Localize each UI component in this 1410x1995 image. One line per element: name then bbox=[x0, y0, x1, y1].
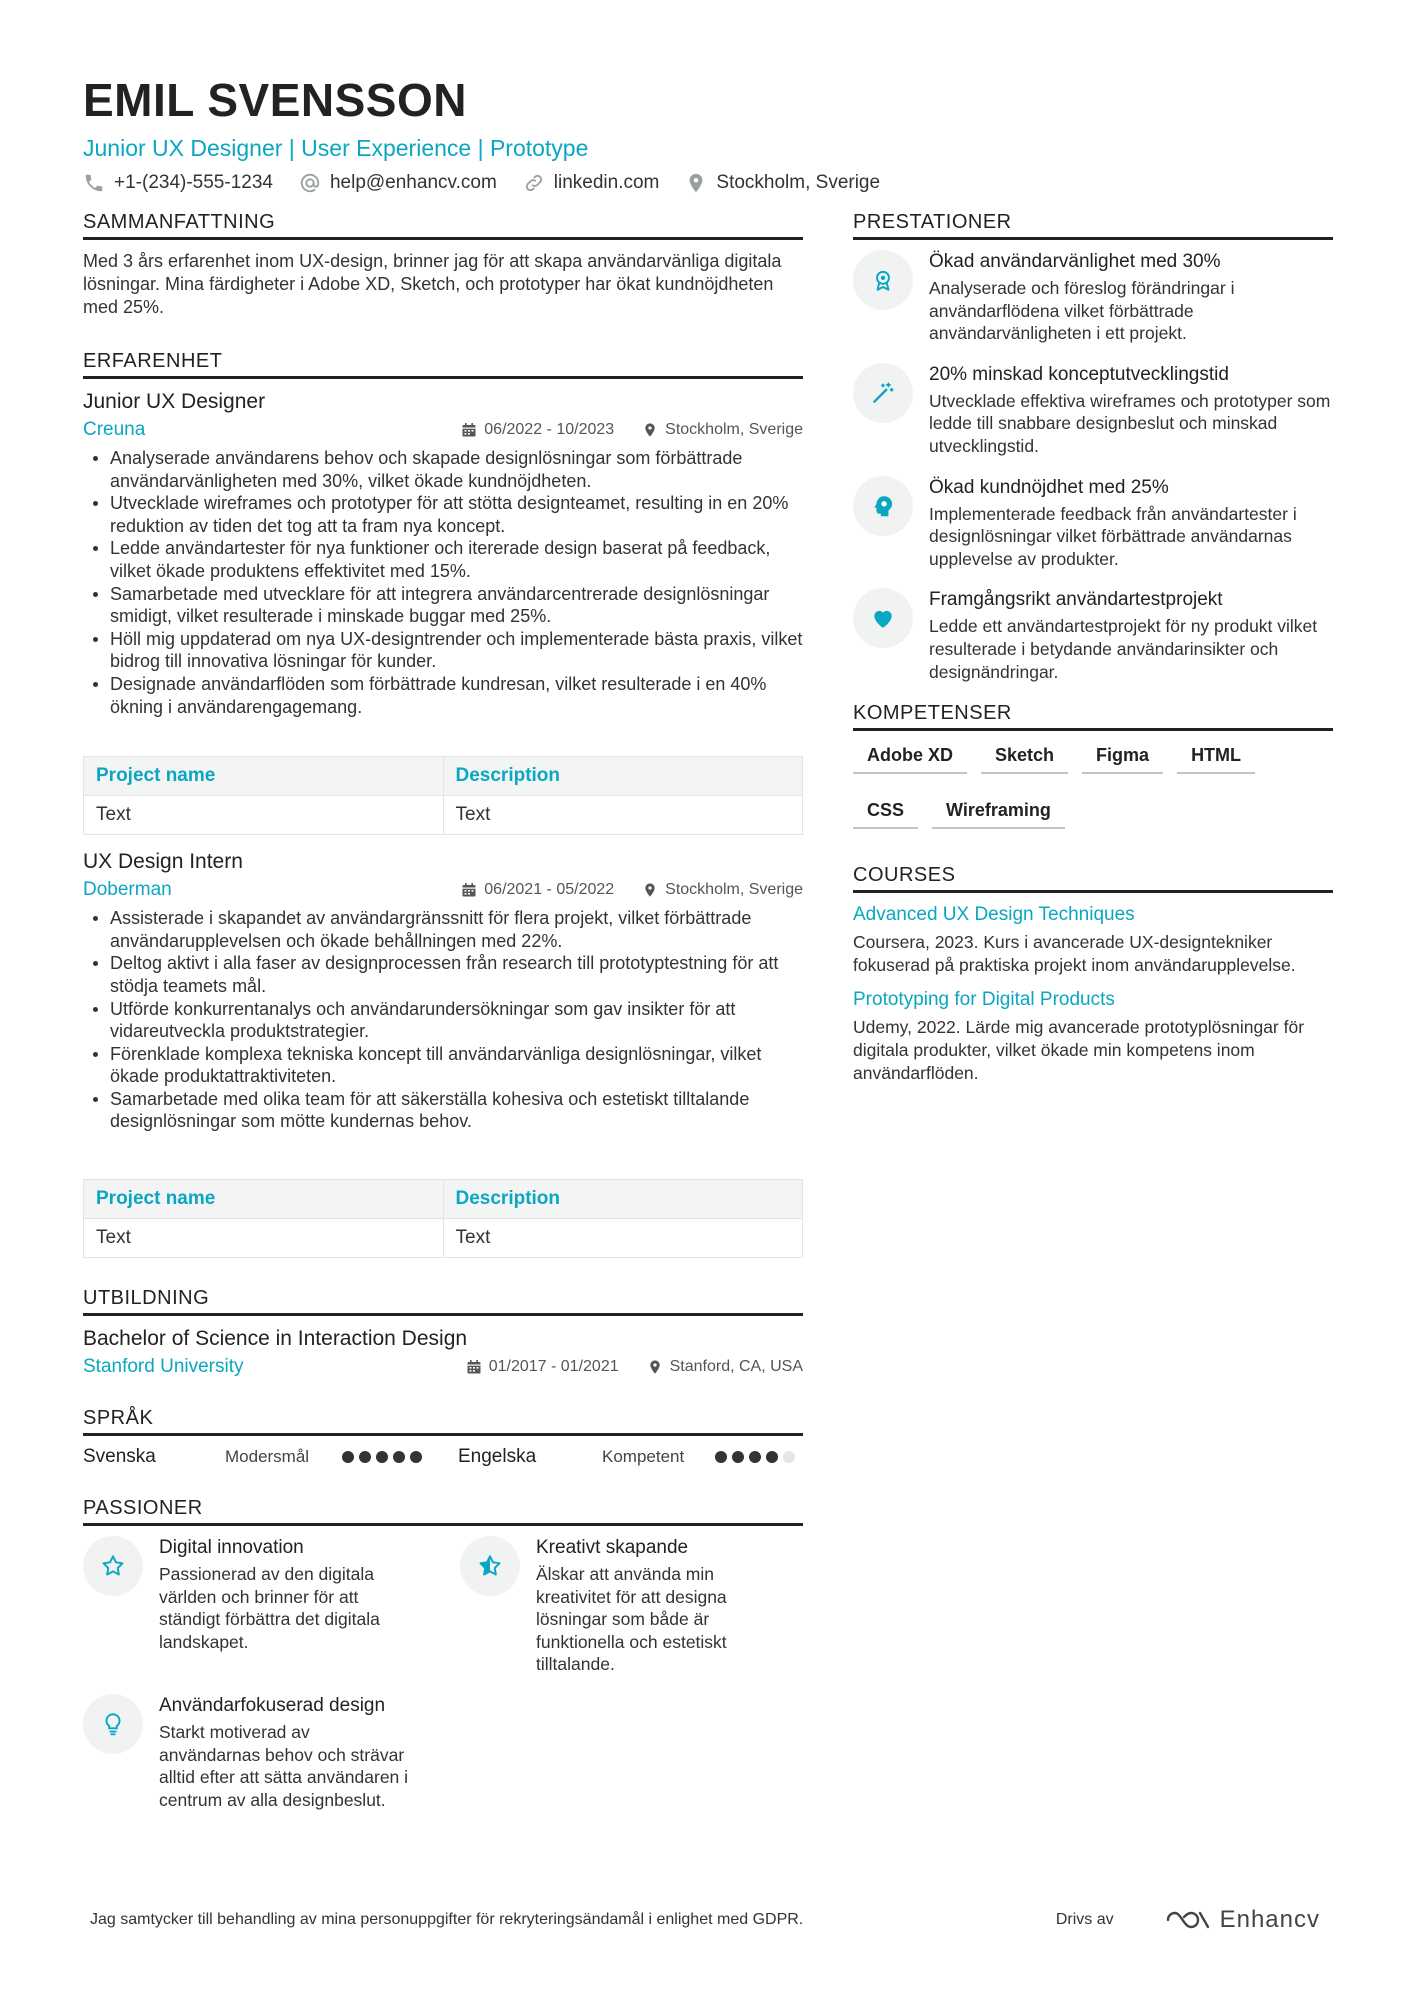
education-meta-right bbox=[466, 1358, 803, 1376]
achievement-item bbox=[853, 588, 1333, 683]
job-company: Creuna bbox=[83, 419, 146, 440]
education-dates bbox=[466, 1358, 619, 1376]
achievement-icon-wrap bbox=[853, 588, 913, 648]
project-name-header: Project name bbox=[84, 1180, 444, 1219]
achievement-text bbox=[929, 250, 1333, 345]
heart-icon bbox=[870, 605, 896, 631]
education-section bbox=[83, 1286, 803, 1378]
job-meta bbox=[83, 879, 803, 901]
phone-icon bbox=[83, 172, 105, 194]
language-item bbox=[458, 1446, 803, 1468]
job-bullets bbox=[83, 907, 803, 1133]
skills-list bbox=[853, 741, 1333, 851]
job-bullets bbox=[83, 447, 803, 718]
right-column bbox=[853, 210, 1333, 1084]
project-table bbox=[83, 1179, 803, 1258]
achievement-desc: Implementerade feedback från användartester i designlösningar vilket förbättrade användarnas upplevelse av produkter. bbox=[929, 503, 1297, 569]
passion-title: Användarfokuserad design bbox=[159, 1695, 386, 1717]
table-row bbox=[84, 1219, 803, 1258]
table-row bbox=[84, 796, 803, 835]
skill-tag: Figma bbox=[1082, 741, 1163, 774]
language-level: Modersmål bbox=[225, 1447, 310, 1467]
summary-section bbox=[83, 210, 803, 319]
job-location bbox=[642, 421, 803, 439]
bullet-item: Utförde konkurrentanalys och användarundersökningar som gav insikter för att vidareutveckla produktstrategier. bbox=[83, 998, 803, 1043]
languages-title: SPRÅK bbox=[83, 1406, 803, 1436]
job-entry bbox=[83, 389, 803, 835]
achievement-title: Ökad kundnöjdhet med 25% bbox=[929, 476, 1169, 498]
job-meta bbox=[83, 419, 803, 441]
job-dates-text: 06/2021 - 05/2022 bbox=[484, 881, 615, 899]
passion-text bbox=[159, 1694, 414, 1811]
skill-tag: HTML bbox=[1177, 741, 1255, 774]
achievement-title: Ökad användarvänlighet med 30% bbox=[929, 251, 1221, 272]
gdpr-consent: Jag samtycker till behandling av mina personuppgifter för rekryteringsändamål i enlighet med GDPR. bbox=[90, 1911, 804, 1928]
education-degree: Bachelor of Science in Interaction Design bbox=[83, 1327, 468, 1351]
bullet-item: Assisterade i skapandet av användargränssnitt för flera projekt, vilket förbättrade användarupplevelsen och ökade behållningen med 22%. bbox=[83, 907, 803, 952]
achievement-icon-wrap bbox=[853, 250, 913, 310]
achievement-text bbox=[929, 588, 1333, 683]
achievement-desc: Analyserade och föreslog förändringar i användarflödena vilket förbättrade användarvänligheten i ett projekt. bbox=[929, 278, 1235, 344]
passions-section bbox=[83, 1496, 803, 1846]
education-school: Stanford University bbox=[83, 1356, 244, 1378]
language-dots bbox=[710, 1451, 795, 1463]
bullet-item: Samarbetade med utvecklare för att integrera användarcentrerade designlösningar smidigt, vilket resulterade i minskade buggar med 25%. bbox=[83, 583, 803, 628]
table-cell: Text bbox=[443, 796, 803, 835]
level-dot bbox=[410, 1451, 422, 1463]
experience-section bbox=[83, 349, 803, 1258]
language-dots bbox=[337, 1451, 422, 1463]
level-dot bbox=[732, 1451, 744, 1463]
achievement-desc: Utvecklade effektiva wireframes och prototyper som ledde till snabbare designbeslut och minskad utvecklingstid. bbox=[929, 390, 1331, 456]
powered-by-label: Drivs av bbox=[1055, 1911, 1114, 1928]
brand-name: Enhancv bbox=[1219, 1906, 1320, 1933]
table-cell: Text bbox=[84, 1219, 444, 1258]
language-name: Engelska bbox=[458, 1446, 537, 1468]
passion-desc: Passionerad av den digitala världen och brinner för att ständigt förbättra det digitala landskapet. bbox=[159, 1564, 380, 1652]
passion-desc: Älskar att använda min kreativitet för att designa lösningar som både är funktionella och estetiskt tilltalande. bbox=[536, 1564, 727, 1675]
at-icon bbox=[299, 172, 321, 194]
courses-title: COURSES bbox=[853, 863, 1333, 893]
lightbulb-icon bbox=[100, 1711, 126, 1737]
description-header: Description bbox=[443, 1180, 803, 1219]
bullet-item: Höll mig uppdaterad om nya UX-designtrender och implementerade bästa praxis, vilket bidrog till innovativa lösningar för kunder. bbox=[83, 628, 803, 673]
passion-title: Kreativt skapande bbox=[536, 1537, 689, 1559]
level-dot bbox=[749, 1451, 761, 1463]
job-dates bbox=[461, 881, 614, 899]
calendar-icon bbox=[466, 1359, 482, 1375]
project-table-header bbox=[84, 757, 803, 796]
level-dot bbox=[715, 1451, 727, 1463]
description-header: Description bbox=[443, 757, 803, 796]
footer bbox=[90, 1906, 1320, 1934]
education-location-text: Stanford, CA, USA bbox=[669, 1358, 803, 1376]
link-icon bbox=[523, 172, 545, 194]
level-dot bbox=[766, 1451, 778, 1463]
location-pin-icon bbox=[647, 1359, 663, 1375]
linkedin-text: linkedin.com bbox=[553, 172, 660, 193]
table-cell: Text bbox=[84, 796, 444, 835]
experience-title: ERFARENHET bbox=[83, 349, 803, 379]
achievement-item bbox=[853, 476, 1333, 571]
location-pin-icon bbox=[642, 422, 658, 438]
skills-section bbox=[853, 701, 1333, 851]
passion-text bbox=[536, 1536, 776, 1676]
achievement-icon-wrap bbox=[853, 363, 913, 423]
languages-section bbox=[83, 1406, 803, 1468]
bullet-item: Förenklade komplexa tekniska koncept till användarvänliga designlösningar, vilket ökade produktattraktiviteten. bbox=[83, 1043, 803, 1088]
job-entry bbox=[83, 849, 803, 1258]
course-title: Advanced UX Design Techniques bbox=[853, 904, 1135, 926]
achievement-title: Framgångsrikt användartestprojekt bbox=[929, 589, 1223, 611]
candidate-subtitle: Junior UX Designer | User Experience | Prototype bbox=[83, 135, 589, 161]
bullet-item: Designade användarflöden som förbättrade kundresan, vilket resulterade i en 40% ökning i användarengagemang. bbox=[83, 673, 803, 718]
skill-tag: Wireframing bbox=[932, 796, 1065, 829]
star-icon bbox=[100, 1553, 126, 1579]
passion-title: Digital innovation bbox=[159, 1537, 304, 1559]
job-dates-text: 06/2022 - 10/2023 bbox=[484, 421, 615, 438]
achievements-title: PRESTATIONER bbox=[853, 210, 1333, 240]
passion-item bbox=[83, 1536, 443, 1653]
education-meta bbox=[83, 1356, 803, 1378]
skill-tag: Adobe XD bbox=[853, 741, 967, 774]
table-cell: Text bbox=[443, 1219, 803, 1258]
skill-tag: Sketch bbox=[981, 741, 1068, 774]
course-desc: Coursera, 2023. Kurs i avancerade UX-designtekniker fokuserad på praktiska projekt inom användarupplevelse. bbox=[853, 932, 1296, 975]
candidate-name: EMIL SVENSSON bbox=[83, 74, 467, 126]
achievement-title: 20% minskad konceptutvecklingstid bbox=[929, 363, 1229, 385]
bullet-item: Utvecklade wireframes och prototyper för att stötta designteamet, resulting in en 20% reduktion av tiden det tog att ta fram nya koncept. bbox=[83, 492, 803, 537]
calendar-icon bbox=[461, 422, 477, 438]
level-dot bbox=[342, 1451, 354, 1463]
passions-title: PASSIONER bbox=[83, 1496, 803, 1526]
achievement-text bbox=[929, 476, 1333, 571]
skill-tag: CSS bbox=[853, 796, 918, 829]
passion-icon-wrap bbox=[460, 1536, 520, 1596]
left-column bbox=[83, 210, 803, 1846]
bullet-item: Analyserade användarens behov och skapade designlösningar som förbättrade användarvänligheten med 30%, vilket ökade kundnöjdheten. bbox=[83, 447, 803, 492]
skills-title: KOMPETENSER bbox=[853, 701, 1333, 731]
award-icon bbox=[870, 267, 896, 293]
passion-text bbox=[159, 1536, 419, 1653]
achievement-item bbox=[853, 363, 1333, 458]
achievement-desc: Ledde ett användartestprojekt för ny produkt vilket resulterade i betydande användarinsikter och designändringar. bbox=[929, 616, 1318, 682]
summary-title: SAMMANFATTNING bbox=[83, 210, 803, 240]
course-desc: Udemy, 2022. Lärde mig avancerade prototyplösningar för digitala produkter, vilket ökade min kompetens inom användarflöden. bbox=[853, 1017, 1305, 1083]
contact-location bbox=[685, 172, 880, 194]
bullet-item: Deltog aktivt i alla faser av designprocessen från research till prototyptestning för att stödja teamets mål. bbox=[83, 952, 803, 997]
job-dates bbox=[461, 421, 614, 439]
summary-text: Med 3 års erfarenhet inom UX-design, brinner jag för att skapa användarvänliga digitala lösningar. Mina färdigheter i Adobe XD, Sketch, och prototyper har ökat kundnöjdheten med 25%. bbox=[83, 251, 782, 317]
passion-item bbox=[83, 1694, 443, 1811]
bullet-item: Ledde användartester för nya funktioner och itererade design baserat på feedback, vilket ökade produktens effektivitet med 15%. bbox=[83, 537, 803, 582]
job-company: Doberman bbox=[83, 879, 172, 901]
bullet-item: Samarbetade med olika team för att säkerställa kohesiva och estetiskt tilltalande designlösningar som mötte kundernas behov. bbox=[83, 1088, 803, 1133]
course-item bbox=[853, 903, 1333, 976]
level-dot-empty bbox=[783, 1451, 795, 1463]
job-role: UX Design Intern bbox=[83, 850, 243, 874]
level-dot bbox=[359, 1451, 371, 1463]
course-item bbox=[853, 988, 1333, 1084]
contact-phone[interactable] bbox=[83, 172, 273, 194]
star-half-icon bbox=[477, 1553, 503, 1579]
passion-icon-wrap bbox=[83, 1536, 143, 1596]
contact-email[interactable] bbox=[299, 172, 497, 194]
achievement-text bbox=[929, 363, 1333, 458]
level-dot bbox=[393, 1451, 405, 1463]
achievements-section bbox=[853, 210, 1333, 683]
job-location bbox=[642, 881, 803, 899]
magic-wand-icon bbox=[870, 380, 896, 406]
contact-bar bbox=[83, 172, 1333, 194]
job-location-text: Stockholm, Sverige bbox=[665, 881, 803, 899]
enhancv-logo-icon bbox=[1164, 1908, 1212, 1932]
job-meta-right bbox=[461, 881, 803, 899]
phone-text: +1-(234)-555-1234 bbox=[114, 172, 273, 193]
project-name-header: Project name bbox=[84, 757, 444, 796]
calendar-icon bbox=[461, 882, 477, 898]
language-item bbox=[83, 1446, 428, 1468]
level-dot bbox=[376, 1451, 388, 1463]
language-level: Kompetent bbox=[602, 1447, 685, 1467]
resume-header bbox=[83, 72, 1333, 194]
achievement-icon-wrap bbox=[853, 476, 913, 536]
passions-grid bbox=[83, 1536, 803, 1846]
email-text: help@enhancv.com bbox=[329, 172, 497, 193]
course-title: Prototyping for Digital Products bbox=[853, 989, 1115, 1011]
courses-section bbox=[853, 863, 1333, 1084]
location-pin-icon bbox=[685, 172, 707, 194]
education-title: UTBILDNING bbox=[83, 1286, 803, 1316]
enhancv-logo[interactable] bbox=[1164, 1906, 1320, 1934]
head-idea-icon bbox=[870, 493, 896, 519]
job-meta-right bbox=[461, 421, 803, 439]
languages-row bbox=[83, 1446, 803, 1468]
location-pin-icon bbox=[642, 882, 658, 898]
location-text: Stockholm, Sverige bbox=[716, 172, 881, 193]
project-table-header bbox=[84, 1180, 803, 1219]
passion-item bbox=[460, 1536, 803, 1676]
job-location-text: Stockholm, Sverige bbox=[665, 421, 803, 438]
passion-desc: Starkt motiverad av användarnas behov och strävar alltid efter att sätta användaren i centrum av alla designbeslut. bbox=[159, 1722, 409, 1810]
language-name: Svenska bbox=[83, 1446, 156, 1468]
education-dates-text: 01/2017 - 01/2021 bbox=[488, 1358, 619, 1376]
project-table bbox=[83, 756, 803, 835]
job-role: Junior UX Designer bbox=[83, 390, 266, 413]
achievement-item bbox=[853, 250, 1333, 345]
passion-icon-wrap bbox=[83, 1694, 143, 1754]
contact-linkedin[interactable] bbox=[523, 172, 660, 194]
education-location bbox=[647, 1358, 803, 1376]
